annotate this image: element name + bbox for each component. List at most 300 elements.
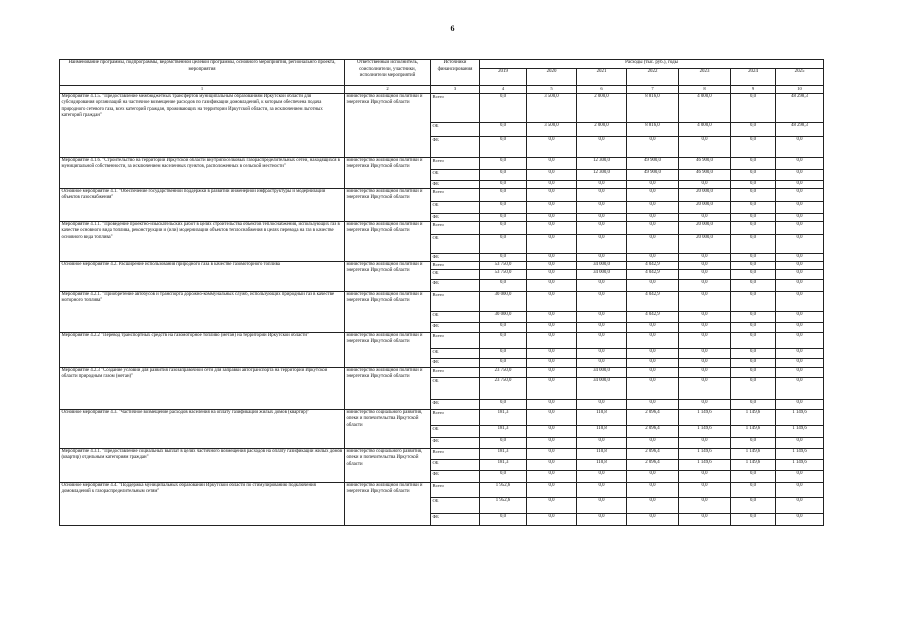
amount-cell: 2 096,4 [627, 449, 679, 460]
amount-cell: 0,0 [577, 349, 627, 359]
amount-cell: 0,0 [527, 449, 577, 460]
funding-source: Всего [431, 483, 480, 498]
amount-cell: 0,0 [527, 235, 577, 254]
amount-cell: 0,0 [776, 137, 824, 158]
funding-source: ФБ [431, 514, 480, 526]
amount-cell: 0,0 [527, 222, 577, 235]
funding-source: ФБ [431, 438, 480, 449]
amount-cell: 1 149,6 [679, 449, 731, 460]
amount-cell: 0,0 [776, 471, 824, 483]
amount-cell: 0,0 [480, 438, 527, 449]
amount-cell: 20 000,0 [679, 202, 731, 214]
amount-cell: 0,0 [480, 158, 527, 170]
amount-cell: 34 000,0 [577, 378, 627, 400]
amount-cell: 0,0 [731, 222, 776, 235]
amount-cell: 0,0 [731, 262, 776, 270]
amount-cell: 20 000,0 [679, 222, 731, 235]
amount-cell: 0,0 [527, 181, 577, 189]
amount-cell: 0,0 [731, 483, 776, 498]
amount-cell: 1 149,6 [776, 410, 824, 426]
amount-cell: 0,0 [527, 426, 577, 438]
table-row [60, 333, 824, 349]
amount-cell: 0,0 [776, 189, 824, 202]
table-body [60, 94, 824, 526]
amount-cell: 0,0 [527, 410, 577, 426]
amount-cell: 0,0 [527, 368, 577, 378]
amount-cell: 0,0 [527, 158, 577, 170]
amount-cell: 0,0 [731, 270, 776, 280]
column-number: 2 [345, 86, 431, 94]
responsible-executor: министерство жилищной политики и энергетики Иркутской области [345, 483, 431, 526]
amount-cell: 1 952,6 [480, 483, 527, 498]
amount-cell: 23 750,0 [480, 378, 527, 400]
responsible-executor: министерство жилищной политики и энергетики Иркутской области [345, 189, 431, 222]
amount-cell: 1 149,6 [776, 449, 824, 460]
amount-cell: 0,0 [627, 189, 679, 202]
amount-cell: 0,0 [480, 189, 527, 202]
amount-cell: 0,0 [480, 280, 527, 292]
funding-source: ОБ [431, 235, 480, 254]
funding-source: ОБ [431, 170, 480, 181]
amount-cell: 0,0 [679, 514, 731, 526]
amount-cell: 0,0 [731, 137, 776, 158]
amount-cell: 0,0 [731, 378, 776, 400]
activity-name: Мероприятие 4.1.5. "Предоставление межбюджетных трансфертов муниципальным образованиям Иркутской области для субсидирования организаций на частичное возмещение расходов по газификации домовладений, к которым обеспечена подача природного сетевого газа, всех категорий граждан, проживающих на территории Иркутской области, за исключением льготных категорий граждан" [60, 94, 345, 158]
column-number: 9 [731, 86, 776, 94]
activity-name: Мероприятие 4.1.6. "Строительство на территории Иркутской области внутрипоселковых газораспределительных сетей, находящихся в муниципальной собственности, за исключением населенных пунктов, расположенных в сельской местности" [60, 158, 345, 189]
amount-cell: 0,0 [480, 235, 527, 254]
amount-cell: 0,0 [776, 498, 824, 514]
funding-source: ОБ [431, 460, 480, 471]
amount-cell: 48 298,3 [776, 123, 824, 137]
amount-cell: 0,0 [679, 323, 731, 333]
header-year: 2021 [577, 69, 627, 86]
responsible-executor: министерство жилищной политики и энергетики Иркутской области [345, 262, 431, 292]
amount-cell: 0,0 [577, 189, 627, 202]
amount-cell: 1 952,6 [480, 498, 527, 514]
amount-cell: 0,0 [627, 214, 679, 222]
amount-cell: 0,0 [527, 254, 577, 262]
amount-cell: 0,0 [679, 137, 731, 158]
column-number: 1 [60, 86, 345, 94]
responsible-executor: министерство социального развития, опеки и попечительства Иркутской области [345, 410, 431, 449]
funding-source: ОБ [431, 312, 480, 323]
amount-cell: 0,0 [480, 349, 527, 359]
funding-source: Всего [431, 189, 480, 202]
amount-cell: 2 096,4 [627, 410, 679, 426]
amount-cell: 0,0 [776, 359, 824, 368]
header-expenses: Расходы (тыс. руб.), годы [480, 60, 824, 69]
amount-cell: 0,0 [679, 498, 731, 514]
amount-cell: 0,0 [679, 280, 731, 292]
amount-cell: 0,0 [577, 137, 627, 158]
amount-cell: 0,0 [577, 181, 627, 189]
amount-cell: 0,0 [731, 312, 776, 323]
amount-cell: 0,0 [776, 158, 824, 170]
amount-cell: 1 149,6 [776, 426, 824, 438]
amount-cell: 0,0 [480, 170, 527, 181]
amount-cell: 0,0 [731, 438, 776, 449]
amount-cell: 0,0 [577, 323, 627, 333]
amount-cell: 0,0 [480, 333, 527, 349]
amount-cell: 0,0 [527, 170, 577, 181]
amount-cell: 0,0 [679, 400, 731, 410]
funding-source: ФБ [431, 323, 480, 333]
funding-source: ОБ [431, 498, 480, 514]
amount-cell: 0,0 [731, 254, 776, 262]
amount-cell: 0,0 [480, 123, 527, 137]
column-number: 3 [431, 86, 480, 94]
header-year: 2022 [627, 69, 679, 86]
amount-cell: 0,0 [577, 483, 627, 498]
amount-cell: 0,0 [480, 471, 527, 483]
amount-cell: 0,0 [731, 333, 776, 349]
table-row [60, 449, 824, 460]
amount-cell: 0,0 [679, 368, 731, 378]
responsible-executor: министерство жилищной политики и энергетики Иркутской области [345, 368, 431, 410]
funding-source: Всего [431, 368, 480, 378]
amount-cell: 0,0 [627, 438, 679, 449]
amount-cell: 0,0 [527, 214, 577, 222]
amount-cell: 1 149,6 [731, 460, 776, 471]
amount-cell: 20 000,0 [679, 189, 731, 202]
amount-cell: 0,0 [527, 498, 577, 514]
amount-cell: 0,0 [577, 359, 627, 368]
amount-cell: 49 900,0 [627, 170, 679, 181]
responsible-executor: министерство социального развития, опеки и попечительства Иркутской области [345, 449, 431, 483]
amount-cell: 0,0 [577, 438, 627, 449]
funding-source: ФБ [431, 471, 480, 483]
amount-cell: 0,0 [731, 202, 776, 214]
amount-cell: 0,0 [577, 280, 627, 292]
amount-cell: 0,0 [627, 202, 679, 214]
amount-cell: 0,0 [577, 312, 627, 323]
amount-cell: 0,0 [776, 333, 824, 349]
amount-cell: 30 000,0 [480, 312, 527, 323]
amount-cell: 110,8 [577, 449, 627, 460]
amount-cell: 0,0 [731, 359, 776, 368]
activity-name: Основное мероприятие 4.3. "Частичное возмещение расходов населения на оплату газификации жилых домов (квартир)" [60, 410, 345, 449]
page-number: 6 [450, 24, 455, 33]
amount-cell: 0,0 [527, 280, 577, 292]
amount-cell: 0,0 [577, 514, 627, 526]
header-year: 2023 [679, 69, 731, 86]
funding-source: ФБ [431, 137, 480, 158]
amount-cell: 12 300,0 [577, 170, 627, 181]
header-year: 2019 [480, 69, 527, 86]
amount-cell: 0,0 [731, 292, 776, 312]
funding-source: Всего [431, 262, 480, 270]
amount-cell: 0,0 [679, 312, 731, 323]
amount-cell: 0,0 [577, 222, 627, 235]
funding-source: Всего [431, 94, 480, 123]
amount-cell: 0,0 [776, 323, 824, 333]
amount-cell: 0,0 [627, 333, 679, 349]
funding-source: Всего [431, 449, 480, 460]
amount-cell: 53 750,0 [480, 262, 527, 270]
funding-source: ФБ [431, 400, 480, 410]
amount-cell: 0,0 [776, 214, 824, 222]
amount-cell: 1 149,6 [679, 460, 731, 471]
amount-cell: 4 000,0 [679, 94, 731, 123]
amount-cell: 0,0 [679, 483, 731, 498]
amount-cell: 0,0 [627, 514, 679, 526]
amount-cell: 0,0 [480, 222, 527, 235]
amount-cell: 0,0 [577, 333, 627, 349]
amount-cell: 4 000,0 [679, 123, 731, 137]
amount-cell: 0,0 [527, 262, 577, 270]
amount-cell: 0,0 [679, 359, 731, 368]
amount-cell: 0,0 [731, 235, 776, 254]
amount-cell: 0,0 [776, 483, 824, 498]
amount-cell: 0,0 [679, 214, 731, 222]
amount-cell: 0,0 [679, 378, 731, 400]
amount-cell: 0,0 [627, 280, 679, 292]
amount-cell: 0,0 [627, 400, 679, 410]
amount-cell: 0,0 [577, 292, 627, 312]
amount-cell: 0,0 [776, 254, 824, 262]
table-row [60, 189, 824, 202]
funding-source: ОБ [431, 123, 480, 137]
amount-cell: 4 042,9 [627, 262, 679, 270]
activity-name: Мероприятие 4.1.1. "Проведение проектно-изыскательских работ в целях строительства объектов теплоснабжения, использующих газ в качестве основного вида топлива, реконструкции и (или) модернизации объектов теплоснабжения в целях перевода на газ в качестве основного вида топлива" [60, 222, 345, 262]
responsible-executor: министерство жилищной политики и энергетики Иркутской области [345, 94, 431, 158]
amount-cell: 0,0 [627, 323, 679, 333]
amount-cell: 0,0 [679, 181, 731, 189]
amount-cell: 0,0 [480, 514, 527, 526]
amount-cell: 0,0 [480, 214, 527, 222]
activity-name: Мероприятие 4.2.2 "Перевод транспортных средств на газомоторное топливо (метан) на территории Иркутской области" [60, 333, 345, 368]
amount-cell: 0,0 [527, 438, 577, 449]
activity-name: Основное мероприятие 4.1. "Обеспечение государственной поддержки в развитии инженерной инфраструктуры и модернизации объектов газоснабжения" [60, 189, 345, 222]
amount-cell: 181,3 [480, 410, 527, 426]
activity-name: Мероприятие 4.2.3 "Создание условий для развития газозаправочной сети для заправки автотранспорта на территории Иркутской области природным газом (метан)" [60, 368, 345, 410]
amount-cell: 0,0 [731, 123, 776, 137]
funding-source: ФБ [431, 280, 480, 292]
amount-cell: 0,0 [731, 400, 776, 410]
amount-cell: 0,0 [679, 333, 731, 349]
table-row [60, 410, 824, 426]
amount-cell: 4 042,9 [627, 312, 679, 323]
amount-cell: 181,3 [480, 449, 527, 460]
amount-cell: 0,0 [527, 349, 577, 359]
amount-cell: 0,0 [679, 438, 731, 449]
table-row [60, 158, 824, 170]
amount-cell: 1 149,6 [679, 410, 731, 426]
amount-cell: 46 900,0 [679, 170, 731, 181]
amount-cell: 20 000,0 [679, 235, 731, 254]
amount-cell: 0,0 [577, 498, 627, 514]
amount-cell: 4 042,9 [627, 270, 679, 280]
amount-cell: 0,0 [776, 368, 824, 378]
amount-cell: 0,0 [480, 137, 527, 158]
amount-cell: 0,0 [627, 235, 679, 254]
amount-cell: 0,0 [527, 333, 577, 349]
amount-cell: 0,0 [527, 483, 577, 498]
table-row [60, 222, 824, 235]
amount-cell: 0,0 [577, 254, 627, 262]
amount-cell: 0,0 [527, 400, 577, 410]
column-number: 5 [527, 86, 577, 94]
amount-cell: 0,0 [627, 471, 679, 483]
amount-cell: 0,0 [527, 378, 577, 400]
amount-cell: 0,0 [480, 181, 527, 189]
amount-cell: 0,0 [627, 254, 679, 262]
funding-source: Всего [431, 222, 480, 235]
amount-cell: 0,0 [627, 359, 679, 368]
amount-cell: 34 000,0 [577, 368, 627, 378]
funding-source: ФБ [431, 359, 480, 368]
table-row [60, 94, 824, 123]
amount-cell: 0,0 [731, 368, 776, 378]
amount-cell: 0,0 [731, 214, 776, 222]
funding-source: ОБ [431, 378, 480, 400]
amount-cell: 0,0 [627, 181, 679, 189]
amount-cell: 0,0 [679, 254, 731, 262]
amount-cell: 4 042,9 [627, 292, 679, 312]
amount-cell: 0,0 [776, 400, 824, 410]
amount-cell: 0,0 [480, 94, 527, 123]
budget-table [59, 59, 824, 526]
funding-source: Всего [431, 158, 480, 170]
amount-cell: 34 000,0 [577, 270, 627, 280]
amount-cell: 0,0 [776, 312, 824, 323]
amount-cell: 0,0 [776, 270, 824, 280]
amount-cell: 0,0 [627, 222, 679, 235]
amount-cell: 8 816,0 [627, 123, 679, 137]
amount-cell: 2 000,0 [577, 94, 627, 123]
activity-name: Основное мероприятие 4.2. Расширение использования природного газа в качестве газомоторного топлива [60, 262, 345, 292]
amount-cell: 0,0 [527, 359, 577, 368]
header-year: 2025 [776, 69, 824, 86]
amount-cell: 181,3 [480, 460, 527, 471]
amount-cell: 0,0 [776, 202, 824, 214]
amount-cell: 0,0 [731, 498, 776, 514]
header-year: 2024 [731, 69, 776, 86]
amount-cell: 0,0 [627, 498, 679, 514]
header-year: 2020 [527, 69, 577, 86]
amount-cell: 0,0 [776, 292, 824, 312]
header-source: Источники финансирования [431, 60, 480, 86]
amount-cell: 0,0 [577, 400, 627, 410]
amount-cell: 2 096,4 [627, 460, 679, 471]
amount-cell: 0,0 [527, 323, 577, 333]
amount-cell: 0,0 [731, 94, 776, 123]
amount-cell: 110,8 [577, 410, 627, 426]
amount-cell: 0,0 [731, 170, 776, 181]
funding-source: ОБ [431, 202, 480, 214]
amount-cell: 0,0 [776, 280, 824, 292]
amount-cell: 1 149,6 [731, 426, 776, 438]
column-number: 4 [480, 86, 527, 94]
amount-cell: 0,0 [527, 202, 577, 214]
amount-cell: 2 000,0 [577, 123, 627, 137]
funding-source: ОБ [431, 270, 480, 280]
amount-cell: 0,0 [527, 312, 577, 323]
amount-cell: 46 900,0 [679, 158, 731, 170]
amount-cell: 0,0 [480, 400, 527, 410]
funding-source: ФБ [431, 181, 480, 189]
funding-source: ОБ [431, 349, 480, 359]
amount-cell: 0,0 [776, 262, 824, 270]
amount-cell: 3 500,0 [527, 94, 577, 123]
funding-source: Всего [431, 333, 480, 349]
funding-source: ФБ [431, 254, 480, 262]
amount-cell: 0,0 [527, 270, 577, 280]
amount-cell: 0,0 [527, 514, 577, 526]
amount-cell: 1 149,6 [776, 460, 824, 471]
amount-cell: 0,0 [731, 349, 776, 359]
column-number: 7 [627, 86, 679, 94]
amount-cell: 53 750,0 [480, 270, 527, 280]
amount-cell: 34 000,0 [577, 262, 627, 270]
amount-cell: 0,0 [731, 471, 776, 483]
amount-cell: 0,0 [480, 359, 527, 368]
table-row [60, 292, 824, 312]
amount-cell: 0,0 [627, 349, 679, 359]
amount-cell: 0,0 [731, 280, 776, 292]
amount-cell: 0,0 [776, 514, 824, 526]
activity-name: Основное мероприятие 4.4. "Поддержка муниципальных образований Иркутской области по стимулированию подключения домовладений к газораспределительным сетям" [60, 483, 345, 526]
amount-cell: 3 500,0 [527, 123, 577, 137]
amount-cell: 30 000,0 [480, 292, 527, 312]
amount-cell: 0,0 [731, 323, 776, 333]
column-number: 8 [679, 86, 731, 94]
amount-cell: 0,0 [527, 460, 577, 471]
amount-cell: 0,0 [480, 323, 527, 333]
responsible-executor: министерство жилищной политики и энергетики Иркутской области [345, 292, 431, 333]
amount-cell: 0,0 [731, 189, 776, 202]
amount-cell: 0,0 [679, 471, 731, 483]
amount-cell: 1 149,6 [731, 410, 776, 426]
amount-cell: 0,0 [731, 158, 776, 170]
amount-cell: 0,0 [627, 378, 679, 400]
header-responsible: Ответственный исполнитель, соисполнители, участники, исполнители мероприятий [345, 60, 431, 86]
amount-cell: 0,0 [627, 137, 679, 158]
activity-name: Мероприятие 4.3.1. "Предоставление социальных выплат в целях частичного возмещения расходов на оплату газификации жилых домов (квартир) отдельным категориям граждан" [60, 449, 345, 483]
amount-cell: 1 149,6 [731, 449, 776, 460]
responsible-executor: министерство жилищной политики и энергетики Иркутской области [345, 158, 431, 189]
funding-source: Всего [431, 292, 480, 312]
amount-cell: 0,0 [731, 181, 776, 189]
amount-cell: 110,8 [577, 460, 627, 471]
responsible-executor: министерство жилищной политики и энергетики Иркутской области [345, 222, 431, 262]
amount-cell: 0,0 [776, 438, 824, 449]
amount-cell: 1 149,6 [679, 426, 731, 438]
amount-cell: 0,0 [679, 349, 731, 359]
amount-cell: 0,0 [776, 170, 824, 181]
amount-cell: 0,0 [627, 483, 679, 498]
funding-source: ФБ [431, 214, 480, 222]
amount-cell: 0,0 [776, 222, 824, 235]
amount-cell: 0,0 [480, 254, 527, 262]
amount-cell: 0,0 [527, 471, 577, 483]
column-number: 6 [577, 86, 627, 94]
amount-cell: 0,0 [480, 202, 527, 214]
amount-cell: 0,0 [577, 214, 627, 222]
amount-cell: 0,0 [577, 235, 627, 254]
table-row [60, 368, 824, 378]
funding-source: Всего [431, 410, 480, 426]
amount-cell: 0,0 [731, 514, 776, 526]
amount-cell: 0,0 [679, 292, 731, 312]
amount-cell: 0,0 [776, 181, 824, 189]
amount-cell: 0,0 [679, 270, 731, 280]
amount-cell: 0,0 [527, 292, 577, 312]
column-number: 10 [776, 86, 824, 94]
amount-cell: 181,3 [480, 426, 527, 438]
amount-cell: 0,0 [627, 368, 679, 378]
